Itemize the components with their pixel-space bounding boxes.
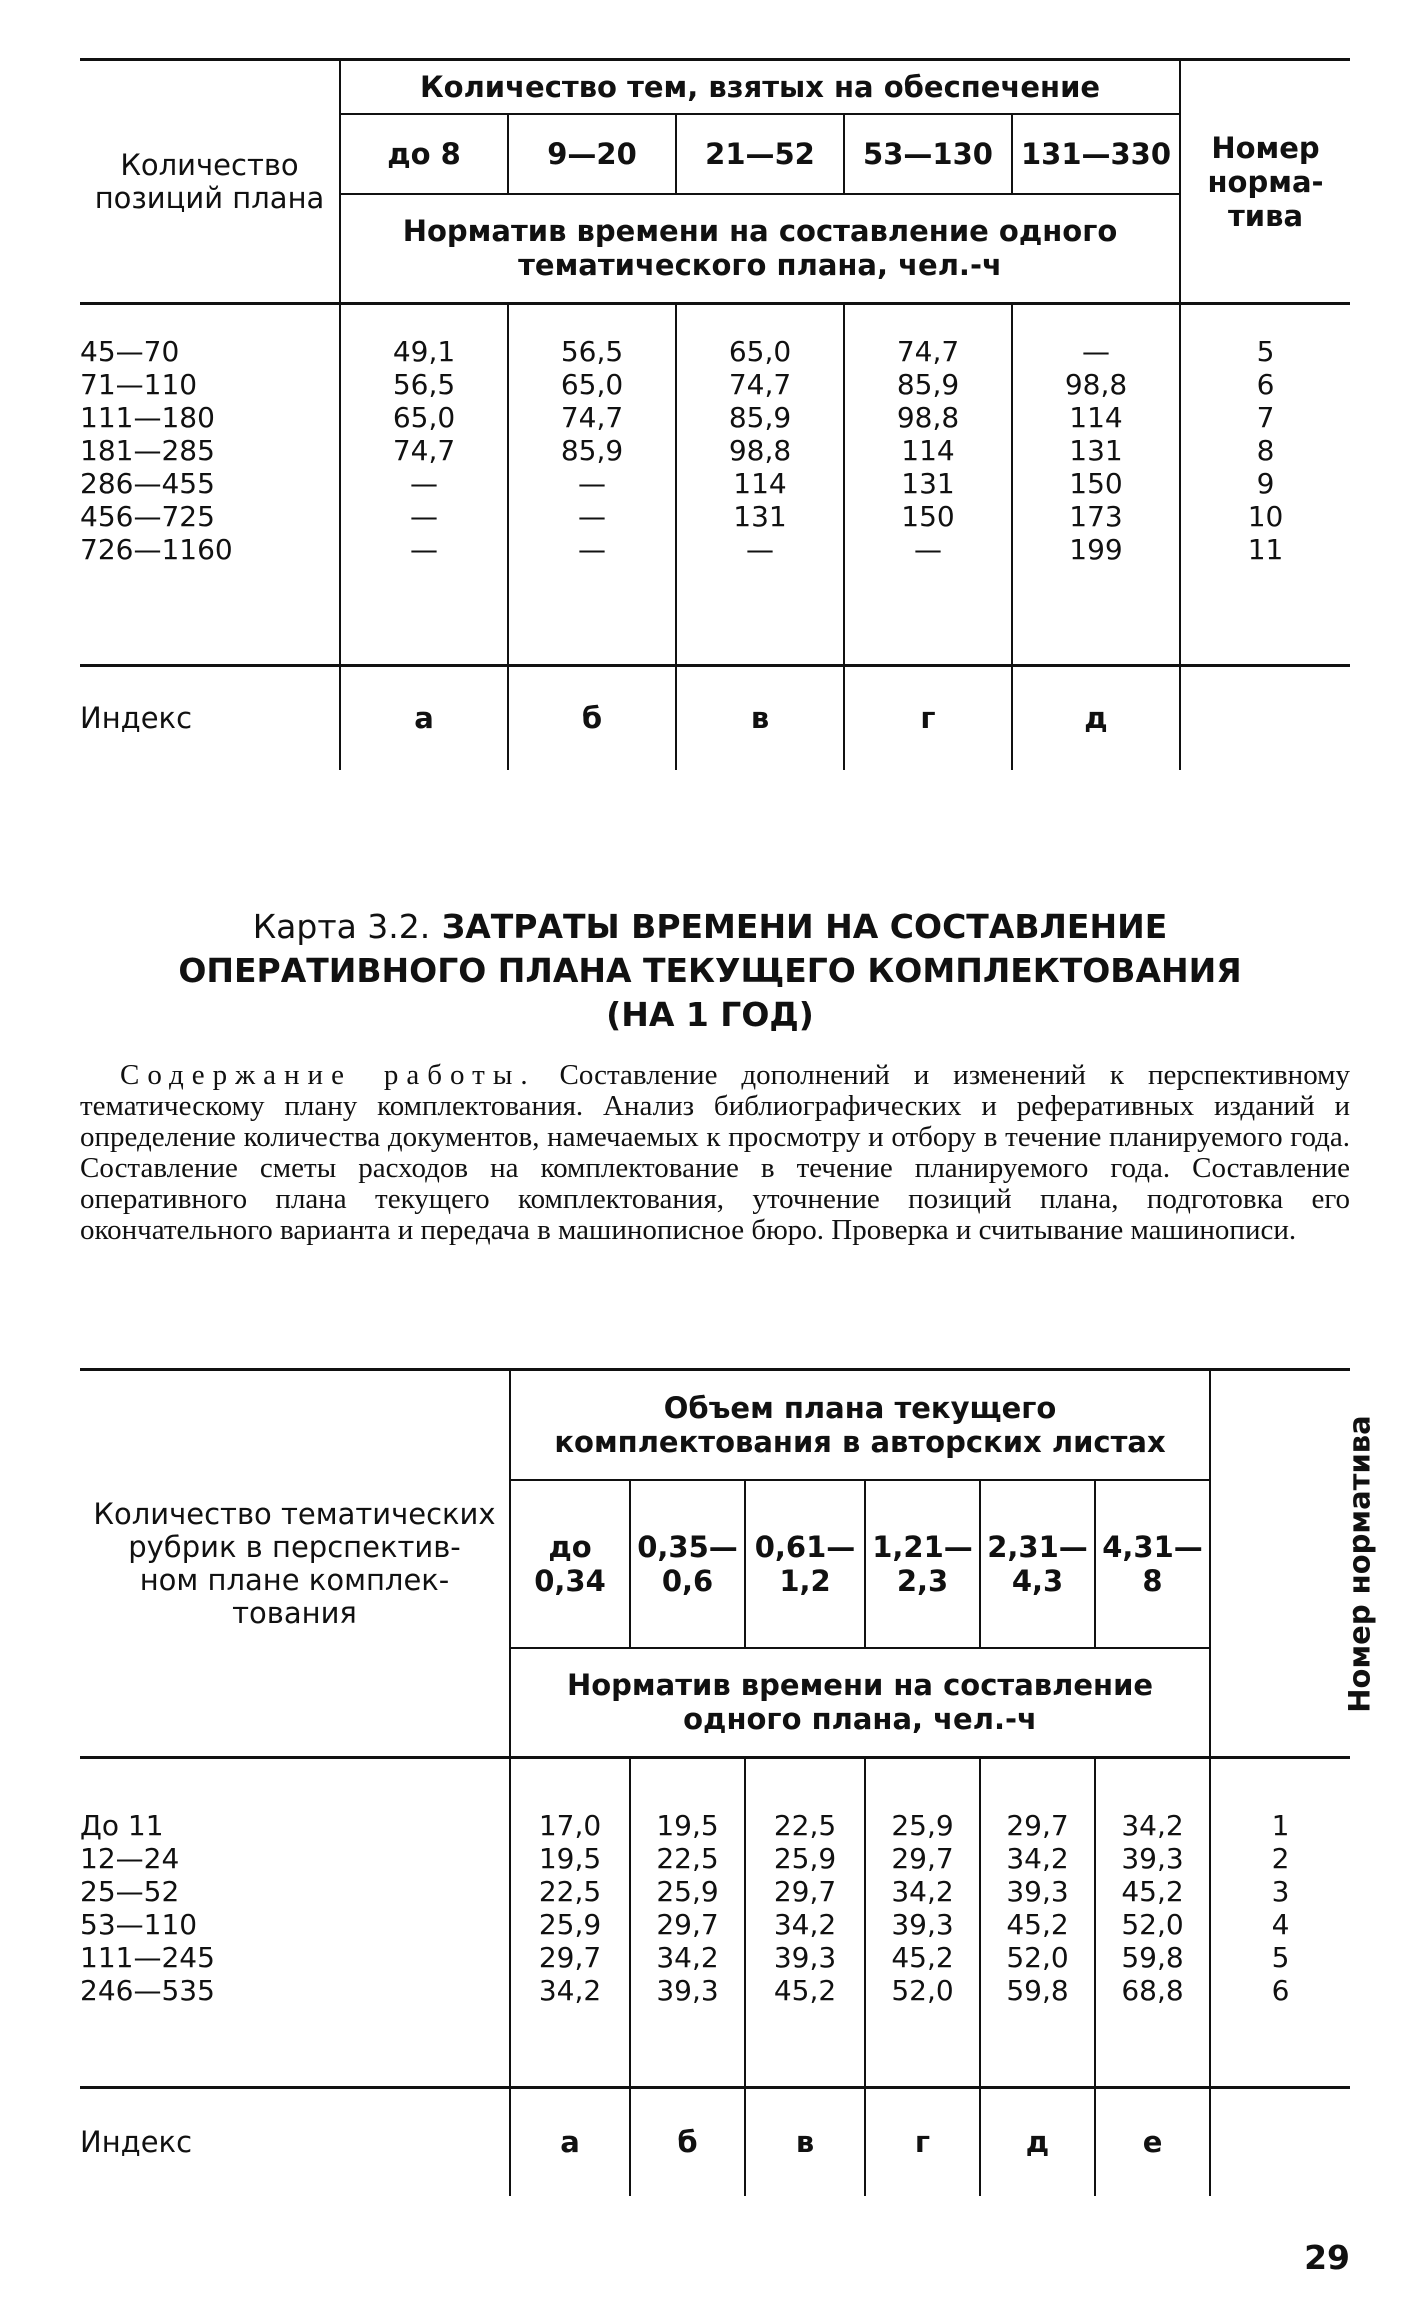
norm-number: 5	[1271, 1941, 1290, 1974]
row-label: 111—245	[80, 1941, 215, 1974]
table2-col-values	[865, 1758, 980, 2088]
norm-number: 6	[1256, 368, 1275, 401]
content-label: Содержание работы.	[120, 1059, 536, 1091]
table2-norm-numbers	[1210, 1758, 1350, 2088]
value-cell: 45,2	[891, 1941, 954, 1974]
index-letter: в	[745, 2088, 865, 2196]
index-letter: г	[844, 666, 1012, 770]
table1-col-values	[1012, 304, 1180, 666]
value-cell: 59,8	[1121, 1941, 1184, 1974]
value-cell: 39,3	[773, 1941, 837, 1974]
table2-row-labels	[80, 1758, 510, 2088]
value-cell: —	[578, 500, 606, 533]
table1-group-header: Количество тем, взятых на обеспечение	[340, 60, 1180, 114]
value-cell: —	[410, 500, 438, 533]
value-cell: 34,2	[538, 1974, 602, 2007]
value-cell: 85,9	[560, 434, 624, 467]
value-cell: —	[578, 533, 606, 566]
value-cell: 45,2	[1121, 1875, 1184, 1908]
table2-col-header: 0,61— 1,2	[745, 1480, 865, 1648]
value-cell: 74,7	[560, 401, 624, 434]
value-cell: 25,9	[891, 1809, 954, 1842]
norm-number: 6	[1271, 1974, 1290, 2007]
value-cell: —	[1082, 335, 1111, 368]
table2-col-header: 0,35— 0,6	[630, 1480, 745, 1648]
value-cell: 19,5	[538, 1842, 602, 1875]
value-cell: 98,8	[896, 401, 960, 434]
table1-col-header: 9—20	[508, 114, 676, 194]
value-cell: 52,0	[891, 1974, 954, 2007]
value-cell: 17,0	[538, 1809, 602, 1842]
index-letter: д	[1012, 666, 1180, 770]
norm-number: 2	[1271, 1842, 1290, 1875]
page-number: 29	[1304, 2238, 1350, 2277]
value-cell: 22,5	[656, 1842, 719, 1875]
value-cell: 56,5	[392, 368, 456, 401]
value-cell: 85,9	[896, 368, 960, 401]
value-cell: 22,5	[538, 1875, 602, 1908]
table1-norm-numbers	[1180, 304, 1350, 666]
value-cell: 29,7	[538, 1941, 602, 1974]
row-label: 246—535	[80, 1974, 215, 2007]
content-text: Составление дополнений и изменений к перспективному тематическому плану комплектования. Анализ библиографических и реферативных изданий и определение количества документов, намечаемых к просмотру и отбору в течение планируемого года. Составление сметы расходов на комплектование в течение планируемого года. Составление оперативного плана текущего комплектования, уточнение позиций плана, подготовка его окончательного варианта и передача в машинописное бюро. Проверка и считывание машинописи.	[80, 1059, 1351, 1246]
value-cell: 34,2	[1121, 1809, 1184, 1842]
value-cell: 98,8	[1064, 368, 1128, 401]
section-title: Карта 3.2. ЗАТРАТЫ ВРЕМЕНИ НА СОСТАВЛЕНИЕ ОПЕРАТИВНОГО ПЛАНА ТЕКУЩЕГО КОМПЛЕКТОВАНИЯ (НА 1 ГОД)	[178, 907, 1242, 1034]
value-cell: 114	[901, 434, 955, 467]
row-label: 12—24	[80, 1842, 180, 1875]
table1-col-header: 21—52	[676, 114, 844, 194]
index-letter: г	[865, 2088, 980, 2196]
value-cell: 65,0	[728, 335, 792, 368]
value-cell: 173	[1069, 500, 1123, 533]
value-cell: 29,7	[1006, 1809, 1069, 1842]
table1-col-values	[508, 304, 676, 666]
row-label: 726—1160	[80, 533, 233, 566]
work-content-paragraph	[80, 1060, 1350, 1246]
value-cell: 29,7	[773, 1875, 837, 1908]
value-cell: 65,0	[560, 368, 624, 401]
row-label: 45—70	[80, 335, 180, 368]
value-cell: 150	[901, 500, 955, 533]
index-letter: е	[1095, 2088, 1210, 2196]
value-cell: 65,0	[392, 401, 456, 434]
index-letter: б	[508, 666, 676, 770]
value-cell: 34,2	[891, 1875, 954, 1908]
value-cell: 29,7	[656, 1908, 719, 1941]
norm-number: 3	[1271, 1875, 1290, 1908]
index-letter: д	[980, 2088, 1095, 2196]
table2-col-header: до 0,34	[510, 1480, 630, 1648]
table2-col-values	[630, 1758, 745, 2088]
value-cell: 150	[1069, 467, 1123, 500]
table1-index-empty	[1180, 666, 1350, 770]
row-label: 25—52	[80, 1875, 180, 1908]
value-cell: 131	[733, 500, 787, 533]
row-label: 71—110	[80, 368, 198, 401]
value-cell: 29,7	[891, 1842, 954, 1875]
table2-col-values	[745, 1758, 865, 2088]
index-letter: а	[414, 701, 434, 736]
row-label: 111—180	[80, 401, 215, 434]
value-cell: 131	[1069, 434, 1123, 467]
table1-subheader: Норматив времени на составление одного тематического плана, чел.-ч	[340, 194, 1180, 304]
table2-index-empty	[1210, 2088, 1350, 2196]
value-cell: 52,0	[1121, 1908, 1184, 1941]
norm-number: 10	[1247, 500, 1284, 533]
norm-number: 5	[1256, 335, 1275, 368]
value-cell: 74,7	[728, 368, 792, 401]
table1-rowheader: Количество позиций плана	[80, 60, 340, 304]
norm-number: 11	[1247, 533, 1284, 566]
table-2	[80, 1368, 1377, 2196]
value-cell: 59,8	[1006, 1974, 1069, 2007]
table2-group-header: Объем плана текущего комплектования в авторских листах	[510, 1370, 1210, 1480]
table1-row-labels	[80, 304, 340, 666]
table1-norm-header: Номер норма- тива	[1180, 60, 1350, 304]
table1-col-header: до 8	[340, 114, 508, 194]
table1-col-header: 131—330	[1012, 114, 1180, 194]
value-cell: 39,3	[891, 1908, 954, 1941]
norm-number: 7	[1256, 401, 1275, 434]
value-cell: 25,9	[538, 1908, 602, 1941]
value-cell: 34,2	[1006, 1842, 1069, 1875]
table2-col-header: 4,31— 8	[1095, 1480, 1210, 1648]
value-cell: 74,7	[392, 434, 456, 467]
value-cell: 34,2	[773, 1908, 837, 1941]
value-cell: 68,8	[1121, 1974, 1184, 2007]
value-cell: 22,5	[773, 1809, 837, 1842]
norm-number: 4	[1271, 1908, 1290, 1941]
value-cell: 39,3	[1121, 1842, 1184, 1875]
value-cell: 45,2	[773, 1974, 837, 2007]
row-label: 181—285	[80, 434, 215, 467]
value-cell: 56,5	[560, 335, 624, 368]
index-letter: в	[676, 666, 844, 770]
index-letter: б	[630, 2088, 745, 2196]
table1-col-values	[676, 304, 844, 666]
table2-col-values	[980, 1758, 1095, 2088]
value-cell: 39,3	[656, 1974, 719, 2007]
table2-col-values	[510, 1758, 630, 2088]
value-cell: 74,7	[896, 335, 960, 368]
value-cell: —	[914, 533, 942, 566]
table1-col-header: 53—130	[844, 114, 1012, 194]
norm-number: 8	[1256, 434, 1275, 467]
row-label: 286—455	[80, 467, 215, 500]
value-cell: 52,0	[1006, 1941, 1069, 1974]
value-cell: 19,5	[656, 1809, 719, 1842]
table2-norm-header: Номер норматива	[1210, 1370, 1350, 1758]
table2-rowheader: Количество тематических рубрик в перспектив- ном плане комплек- тования	[80, 1370, 510, 1758]
value-cell: —	[578, 467, 606, 500]
value-cell: 25,9	[656, 1875, 719, 1908]
value-cell: 85,9	[728, 401, 792, 434]
table2-col-header: 1,21— 2,3	[865, 1480, 980, 1648]
row-label: 456—725	[80, 500, 215, 533]
value-cell: 25,9	[773, 1842, 837, 1875]
index-letter: а	[560, 2125, 580, 2160]
value-cell: 98,8	[728, 434, 792, 467]
table2-col-values	[1095, 1758, 1210, 2088]
norm-number: 1	[1271, 1809, 1290, 1842]
value-cell: —	[410, 533, 438, 566]
value-cell: —	[410, 467, 438, 500]
table2-col-header: 2,31— 4,3	[980, 1480, 1095, 1648]
value-cell: 34,2	[656, 1941, 719, 1974]
table1-col-values	[844, 304, 1012, 666]
value-cell: 39,3	[1006, 1875, 1069, 1908]
value-cell: 45,2	[1006, 1908, 1069, 1941]
value-cell: 49,1	[392, 335, 456, 368]
norm-number: 9	[1256, 467, 1275, 500]
table2-index-label: Индекс	[80, 2088, 510, 2196]
value-cell: 114	[733, 467, 787, 500]
table1-index-label: Индекс	[80, 666, 340, 770]
value-cell: 114	[1069, 401, 1123, 434]
value-cell: 131	[901, 467, 955, 500]
table1-col-values	[340, 304, 508, 666]
row-label: 53—110	[80, 1908, 198, 1941]
value-cell: —	[746, 533, 774, 566]
row-label: До 11	[80, 1809, 164, 1842]
value-cell: 199	[1069, 533, 1123, 566]
table-1	[80, 58, 1350, 770]
table2-subheader: Норматив времени на составление одного плана, чел.-ч	[510, 1648, 1210, 1758]
